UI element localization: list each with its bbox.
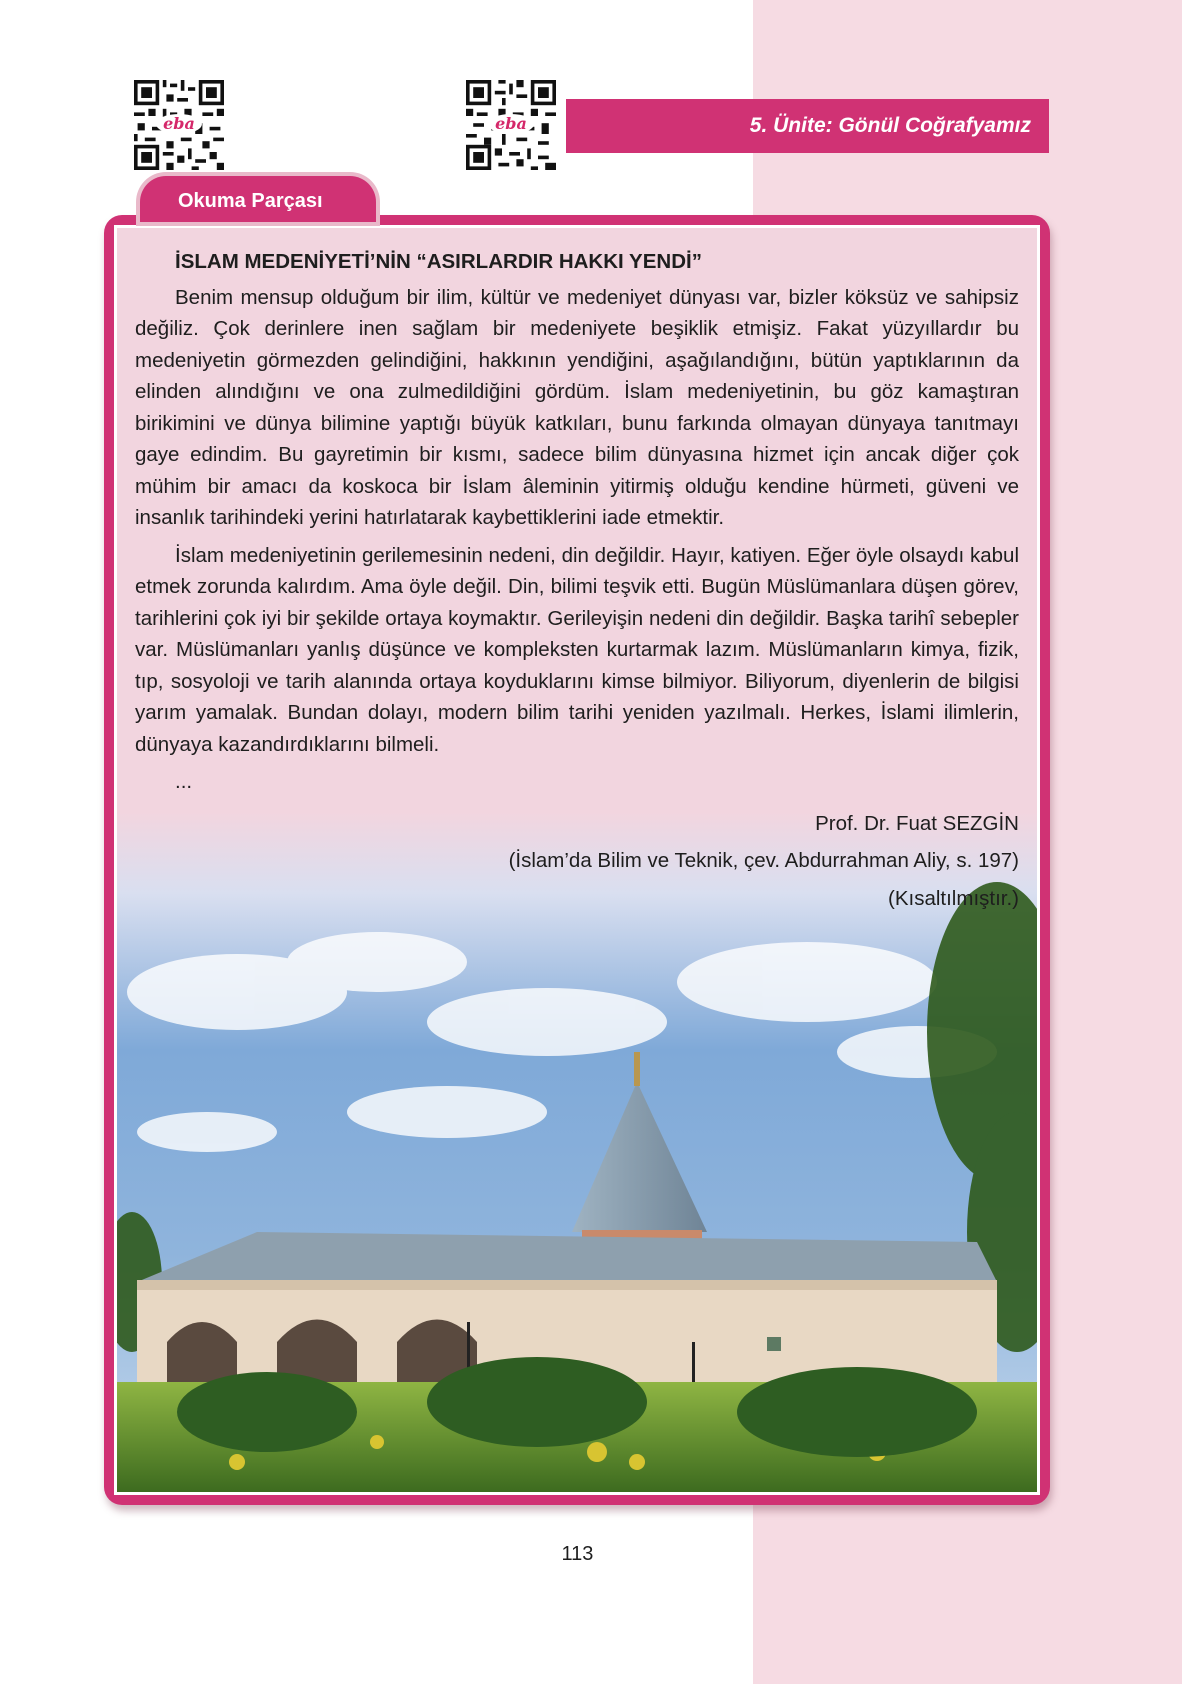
reading-title: İSLAM MEDENİYETİ’NİN “ASIRLARDIR HAKKI YENDİ” [175,250,702,273]
qr-code-left[interactable] [134,80,224,170]
unit-title: 5. Ünite: Gönül Coğrafyamız [566,99,1049,153]
reading-frame [104,215,1050,1505]
source-citation: (İslam’da Bilim ve Teknik, çev. Abdurrahman Aliy, s. 197) [508,849,1019,872]
eba-logo: eba [488,114,534,134]
page-number: 113 [561,1543,594,1565]
reading-panel [114,225,1040,1495]
reading-text [135,246,1019,920]
ellipsis: ... [175,770,193,793]
paragraph: İslam medeniyetinin gerilemesinin nedeni, din değildir. Hayır, katiyen. Eğer öyle olsaydı kabul etmek zorunda kalırdım. Ama öyle değil. Din, bilimi teşvik etti. Bugün Müslümanlara düşen görev, tarihlerini çok iyi bir şekilde ortaya koymaktır. Gerileyişin nedeni din değildir. Başka tarihî sebepler var. Müslümanları yanlış düşünce ve kompleksten kurtarmak lazım. Müslümanların kimya, fizik, tıp, sosyoloji ve tarih alanında ortaya koyduklarını kimse bilmiyor. Biliyorum, diyenlerin de bilgisi yarım yamalak. Bundan dolayı, modern bilim tarihi yeniden yazılmalı. Herkes, İslami ilimlerin, dünyaya kazandırdıklarını bilmeli. [135,543,1019,756]
author: Prof. Dr. Fuat SEZGİN [815,811,1019,835]
abridged-note: (Kısaltılmıştır.) [888,886,1019,910]
reading-tab: Okuma Parçası [140,176,376,222]
qr-code-right[interactable] [466,80,556,170]
paragraph: Benim mensup olduğum bir ilim, kültür ve medeniyet dünyası var, bizler köksüz ve sahipsiz değiliz. Çok derinlere inen sağlam bir medeniyete beşiklik etmişiz. Fakat yüzyıllardır bu medeniyetin görmezden gelindiğini, hakkının yendiğini, aşağılandığını, bütün yaptıklarının da elinden alındığını ve ona zulmedildiğini gördüm. İslam medeniyetinin, bu göz kamaştıran birikimini ve dünya bilimine yaptığı büyük katkıları, bunu farkında olmayan dünyaya tanıtmayı gaye edindim. Bu gayretimin bir kısmı, sadece bilim dünyasına hizmet için ancak diğer çok mühim bir amacı da koskoca bir İslam âleminin yitirmiş olduğu kendine hürmeti, güveni ve insanlık tarihindeki yerini hatırlatarak kaybettiklerini iade etmektir. [135,285,1019,529]
eba-logo: eba [156,114,202,134]
